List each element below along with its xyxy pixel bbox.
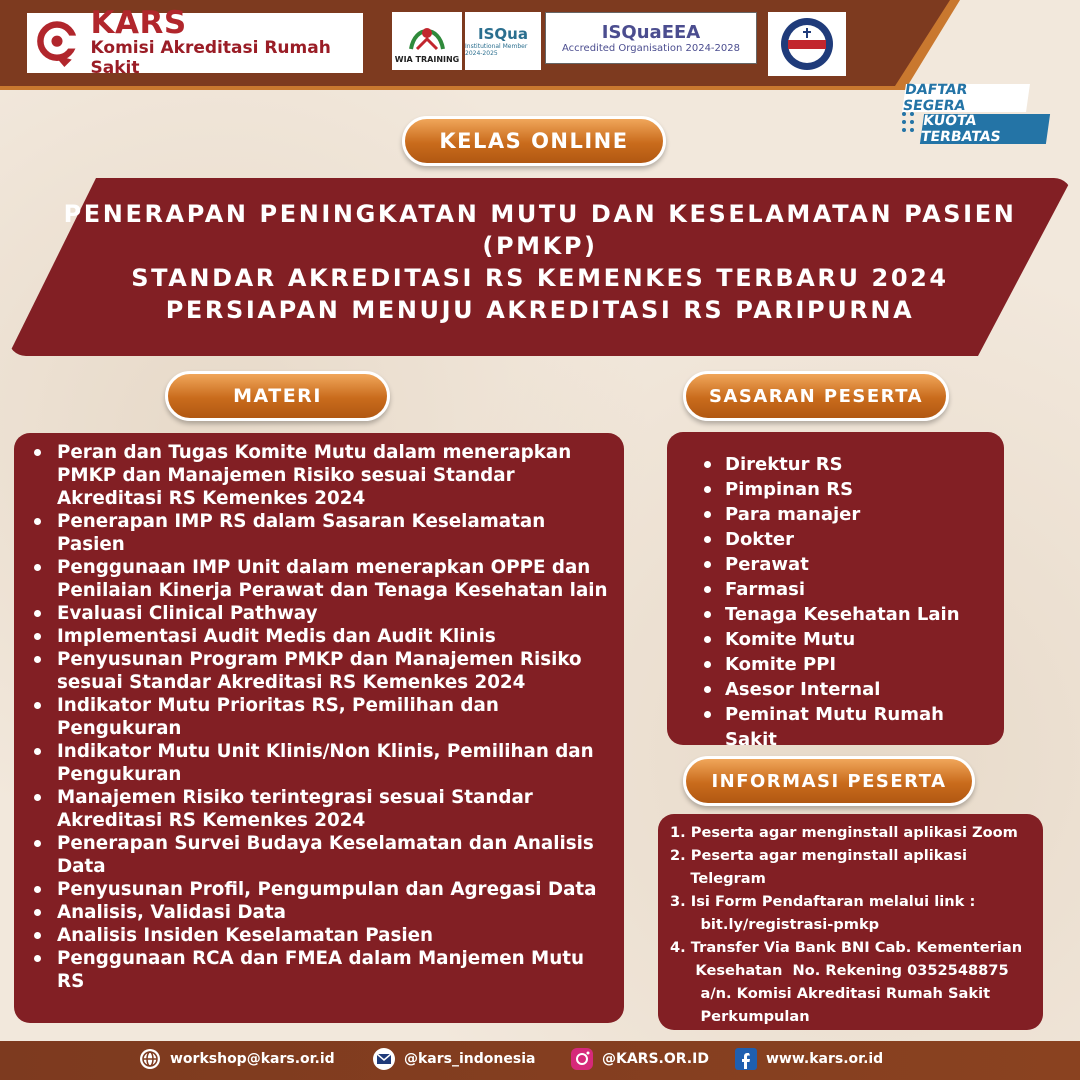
sasaran-item: Tenaga Kesehatan Lain <box>700 602 1000 627</box>
isqua-member-label: Institutional Member 2024-2025 <box>465 43 528 57</box>
sasaran-item: Asesor Internal <box>700 677 1000 702</box>
sasaran-list <box>700 452 1000 752</box>
informasi-pill <box>683 756 975 806</box>
sasaran-item: Dokter <box>700 527 1000 552</box>
daftar-segera-badge <box>902 84 1030 112</box>
kars-emblem-icon <box>33 17 87 69</box>
sasaran-heading: SASARAN PESERTA <box>708 385 924 407</box>
title-line-3: STANDAR AKREDITASI RS KEMENKES TERBARU 2024 <box>131 264 949 292</box>
sasaran-item: Pimpinan RS <box>700 477 1000 502</box>
instagram-icon <box>570 1047 594 1071</box>
title-line-1: PENERAPAN PENINGKATAN MUTU DAN KESELAMATAN PASIEN <box>63 200 1017 228</box>
mail-icon <box>372 1047 396 1071</box>
sasaran-item: Farmasi <box>700 577 1000 602</box>
wia-training-logo <box>392 12 462 70</box>
informasi-item: Perkumpulan <box>670 1008 810 1025</box>
materi-item: Penggunaan IMP Unit dalam menerapkan OPPE dan Penilaian Kinerja Perawat dan Tenaga Kesehatan lain <box>30 556 610 602</box>
materi-item: Manajemen Risiko terintegrasi sesuai Standar Akreditasi RS Kemenkes 2024 <box>30 786 610 832</box>
facebook-icon <box>734 1047 758 1071</box>
sasaran-item: Perawat <box>700 552 1000 577</box>
title-line-4: PERSIAPAN MENUJU AKREDITASI RS PARIPURNA <box>165 296 915 324</box>
patient-care-logo <box>768 12 846 76</box>
wia-emblem-icon <box>407 19 447 55</box>
footer-email[interactable] <box>138 1047 335 1071</box>
informasi-item: 2. Peserta agar menginstall aplikasi <box>670 847 967 864</box>
logo-name: KARS <box>90 5 187 41</box>
materi-item: Penyusunan Profil, Pengumpulan dan Agregasi Data <box>30 878 610 901</box>
sasaran-item: Direktur RS <box>700 452 1000 477</box>
event-title <box>60 198 1020 326</box>
isqua-eea-logo <box>545 12 757 64</box>
daftar-segera-label: DAFTAR SEGERA <box>901 82 969 114</box>
informasi-heading: INFORMASI PESERTA <box>711 770 947 792</box>
wia-label: WIA TRAINING <box>394 54 460 64</box>
sasaran-item: Para manajer <box>700 502 1000 527</box>
kuota-terbatas-badge <box>920 114 1050 144</box>
materi-item: Evaluasi Clinical Pathway <box>30 602 610 625</box>
materi-item: Penggunaan RCA dan FMEA dalam Manjemen Mutu RS <box>30 947 610 993</box>
materi-item: Implementasi Audit Medis dan Audit Klinis <box>30 625 610 648</box>
informasi-item: 4. Transfer Via Bank BNI Cab. Kementerian <box>670 939 1023 956</box>
kelas-online-label: KELAS ONLINE <box>439 129 629 153</box>
title-line-2: (PMKP) <box>482 232 598 260</box>
materi-list <box>30 441 610 993</box>
footer-website[interactable] <box>734 1047 883 1071</box>
footer-email-text: workshop@kars.or.id <box>170 1051 335 1067</box>
materi-item: Analisis, Validasi Data <box>30 901 610 924</box>
materi-heading: MATERI <box>233 385 322 407</box>
materi-pill <box>165 371 390 421</box>
isqua-member-logo <box>465 12 541 70</box>
informasi-item: Kesehatan No. Rekening 0352548875 <box>670 962 1009 979</box>
sasaran-item: Komite PPI <box>700 652 1000 677</box>
footer-telegram-text: @kars_indonesia <box>404 1051 536 1067</box>
informasi-item: 3. Isi Form Pendaftaran melalui link : <box>670 893 976 910</box>
materi-item: Penyusunan Program PMKP dan Manajemen Risiko sesuai Standar Akreditasi RS Kemenkes 2024 <box>30 648 610 694</box>
globe-icon <box>138 1047 162 1071</box>
isqua-eea-accredited: Accredited Organisation 2024-2028 <box>561 43 740 54</box>
informasi-item: Telegram <box>670 870 766 887</box>
materi-item: Indikator Mutu Prioritas RS, Pemilihan dan Pengukuran <box>30 694 610 740</box>
footer-instagram[interactable] <box>570 1047 709 1071</box>
kars-logo <box>27 5 363 78</box>
informasi-item: 1. Peserta agar menginstall aplikasi Zoom <box>670 824 1018 841</box>
kelas-online-pill <box>402 116 666 166</box>
materi-item: Penerapan IMP RS dalam Sasaran Keselamatan Pasien <box>30 510 610 556</box>
footer-instagram-text: @KARS.OR.ID <box>602 1051 709 1067</box>
materi-item: Peran dan Tugas Komite Mutu dalam menerapkan PMKP dan Manajemen Risiko sesuai Standar Akreditasi RS Kemenkes 2024 <box>30 441 610 510</box>
kuota-terbatas-label: KUOTA TERBATAS <box>919 113 1002 145</box>
isqua-word: ISQua <box>478 25 528 43</box>
footer-website-text: www.kars.or.id <box>766 1051 884 1067</box>
registration-link[interactable]: bit.ly/registrasi-pmkp <box>670 916 880 933</box>
footer-telegram[interactable] <box>372 1047 535 1071</box>
sasaran-item: Peminat Mutu Rumah Sakit <box>700 702 1000 752</box>
patient-care-seal-icon <box>779 16 835 72</box>
informasi-list <box>670 821 1040 1028</box>
isqua-eea-word: ISQuaEEA <box>601 22 701 43</box>
materi-item: Analisis Insiden Keselamatan Pasien <box>30 924 610 947</box>
materi-item: Indikator Mutu Unit Klinis/Non Klinis, Pemilihan dan Pengukuran <box>30 740 610 786</box>
sasaran-item: Komite Mutu <box>700 627 1000 652</box>
sasaran-pill <box>683 371 949 421</box>
informasi-item: a/n. Komisi Akreditasi Rumah Sakit <box>670 985 991 1002</box>
materi-item: Penerapan Survei Budaya Keselamatan dan Analisis Data <box>30 832 610 878</box>
logo-subtitle: Komisi Akreditasi Rumah Sakit <box>90 38 331 78</box>
